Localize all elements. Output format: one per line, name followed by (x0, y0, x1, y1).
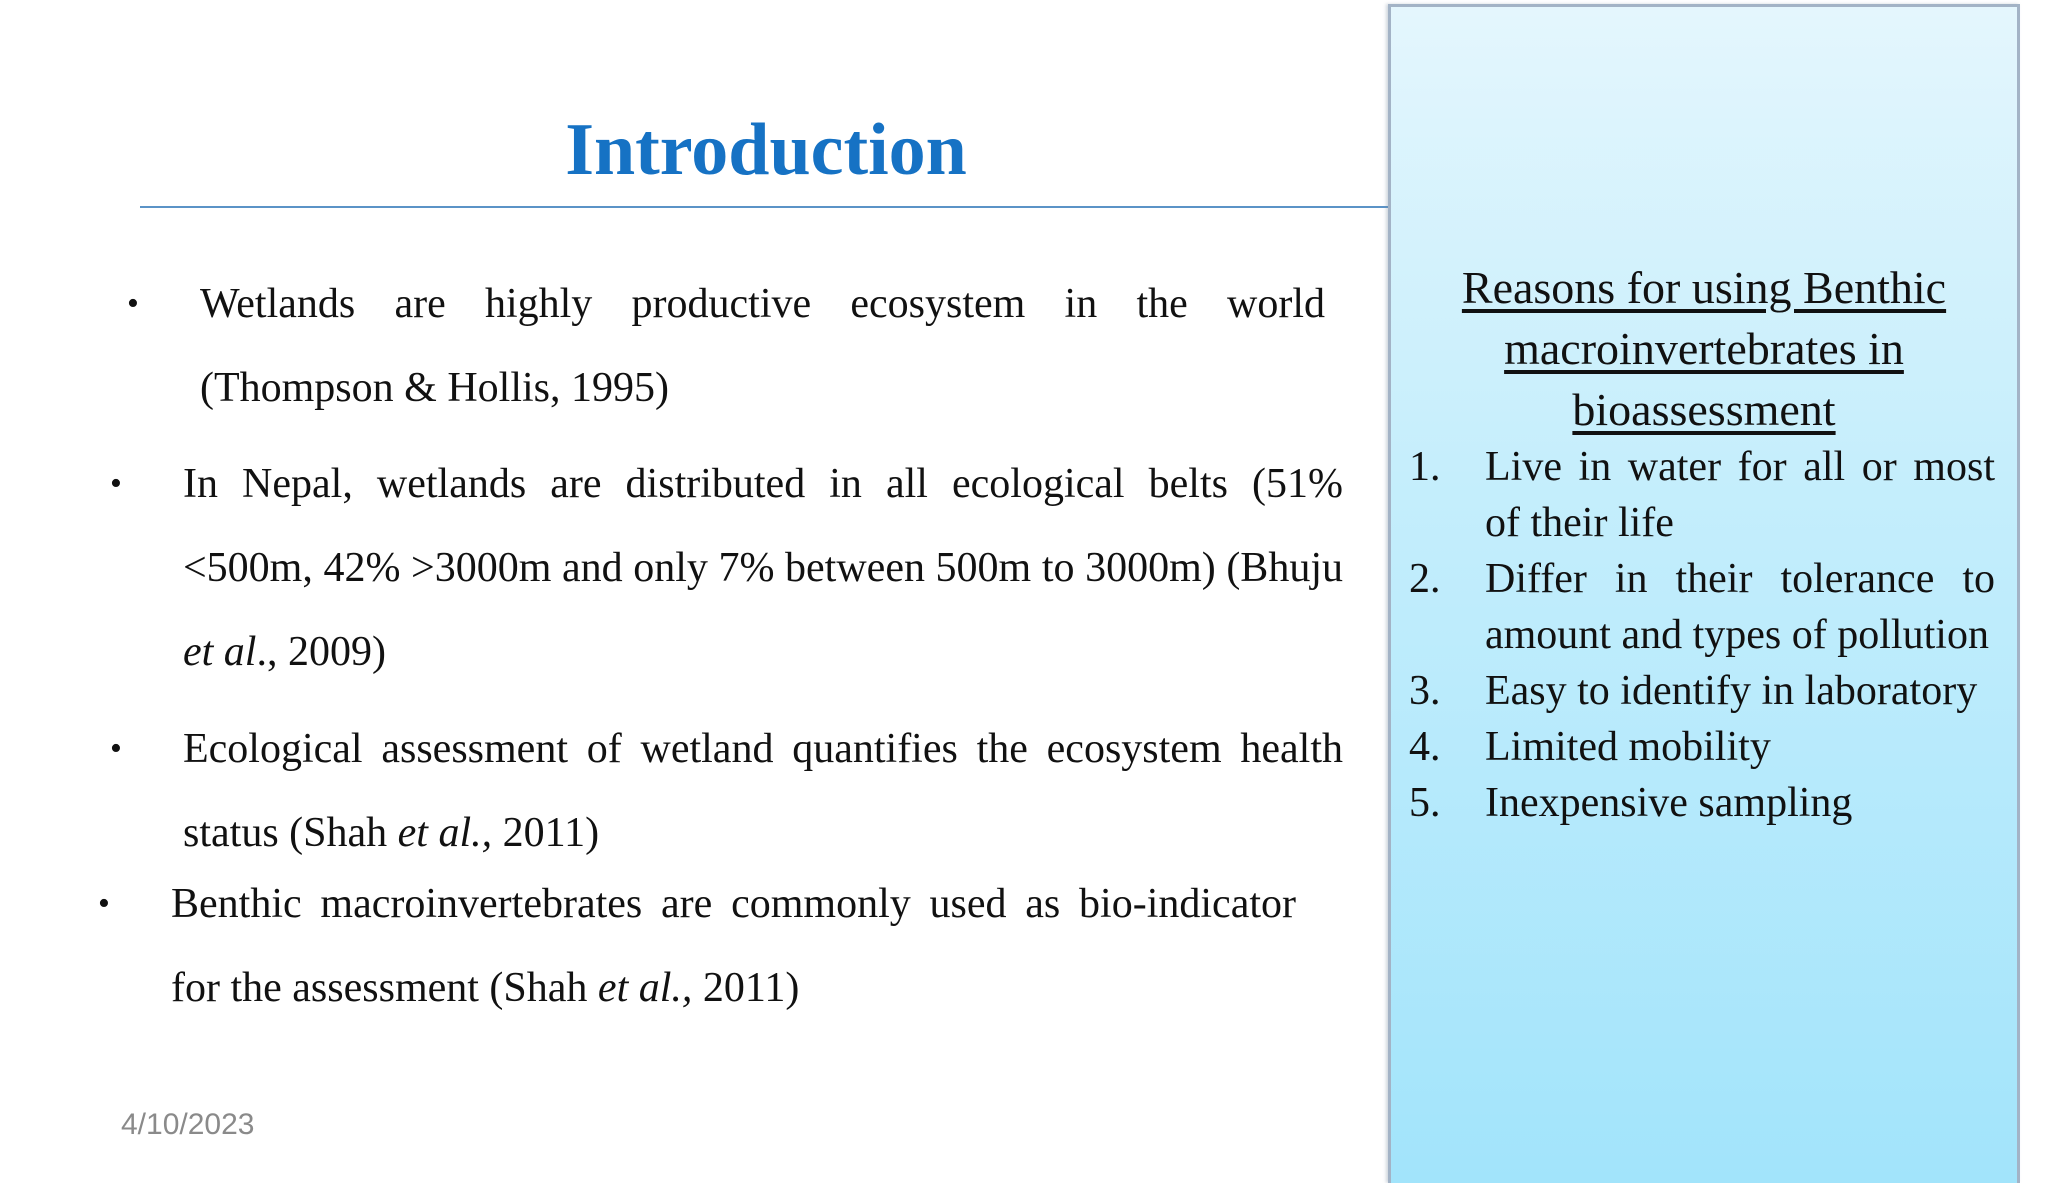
reason-text: Live in water for all or most of their life (1485, 444, 1995, 546)
bullet-marker: • (110, 465, 122, 502)
bullet-item-4 (98, 862, 1296, 1030)
reason-number: 1. (1409, 444, 1441, 490)
reason-text: Inexpensive sampling (1485, 780, 1853, 826)
reason-item-1 (1409, 439, 1995, 551)
bullet-text: In Nepal, wetlands are distributed in all ecological belts (51% <500m, 42% >3000m and only 7% between 500m to 3000m) (Bhuju (183, 461, 1343, 591)
panel-heading (1391, 257, 2017, 440)
reason-item-3 (1409, 663, 1995, 719)
title-divider (140, 206, 1392, 208)
bullet-item-3 (110, 707, 1343, 875)
reason-number: 2. (1409, 556, 1441, 602)
bullet-marker: • (110, 730, 122, 767)
reason-text: Differ in their tolerance to amount and types of pollution (1485, 556, 1995, 658)
bullet-text: Benthic macroinvertebrates are commonly used as bio-indicator for the assessment (Shah (171, 881, 1296, 1011)
bullet-text-end: 2011) (492, 810, 600, 856)
bullet-text-italic: et al (183, 629, 257, 675)
reason-number: 3. (1409, 668, 1441, 714)
reason-number: 5. (1409, 780, 1441, 826)
bullet-text-end: ., 2009) (256, 629, 386, 675)
bullet-item-2 (110, 442, 1343, 694)
bullet-marker: • (127, 285, 139, 322)
bullet-text-italic: et al., (397, 810, 493, 856)
bullet-item-1 (127, 262, 1325, 430)
reason-number: 4. (1409, 724, 1441, 770)
bullet-text: Ecological assessment of wetland quantifies the ecosystem health status (Shah (183, 726, 1343, 856)
reasons-panel (1388, 4, 2020, 1183)
bullet-text: Wetlands are highly productive ecosystem in the world (Thompson & Hollis, 1995) (200, 281, 1325, 411)
reason-item-5 (1409, 775, 1995, 831)
bullet-text-italic: et al., (597, 965, 693, 1011)
bullet-marker: • (98, 885, 110, 922)
reason-item-2 (1409, 551, 1995, 663)
bullet-text-end: 2011) (692, 965, 800, 1011)
panel-heading-line-2: macroinvertebrates in (1504, 323, 1904, 374)
slide-title: Introduction (565, 109, 967, 191)
reason-text: Limited mobility (1485, 724, 1771, 770)
reasons-list (1409, 439, 1995, 831)
panel-heading-line-1: Reasons for using Benthic (1461, 262, 1947, 313)
reason-text: Easy to identify in laboratory (1485, 668, 1978, 714)
panel-heading-line-3: bioassessment (1572, 384, 1836, 435)
slide-date: 4/10/2023 (121, 1108, 255, 1141)
reason-item-4 (1409, 719, 1995, 775)
